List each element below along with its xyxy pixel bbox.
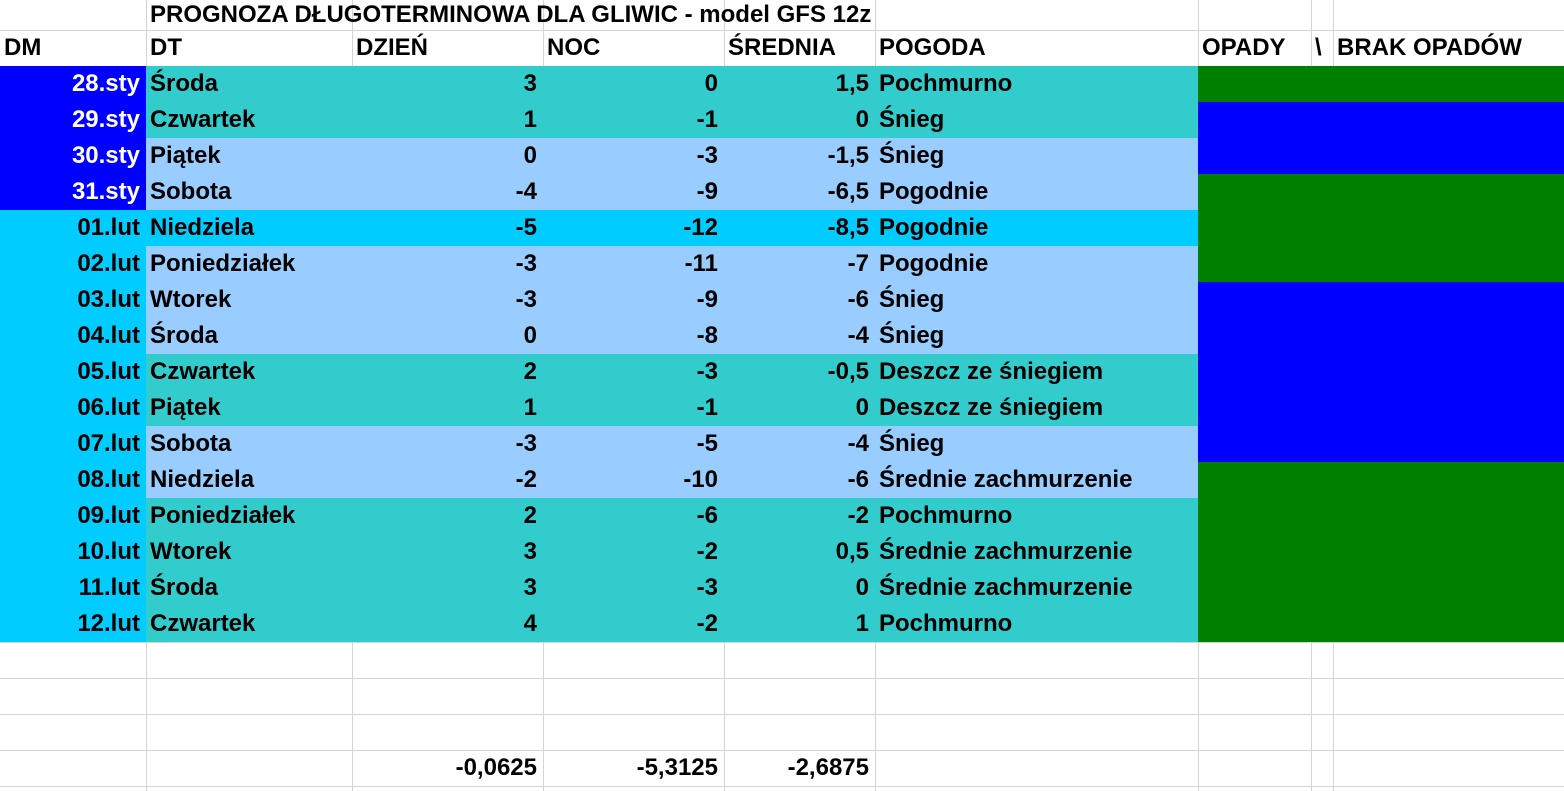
average-temp-cell[interactable]: -6 [847, 466, 869, 493]
date-cell[interactable]: 11.lut [78, 574, 140, 601]
day-temp-cell[interactable]: -3 [515, 250, 537, 277]
average-temp-cell[interactable]: -6,5 [827, 178, 869, 205]
night-temp-cell[interactable]: -5 [696, 430, 718, 457]
header-dzien: DZIEŃ [356, 34, 428, 61]
precip-indicator-fill [1198, 390, 1564, 426]
precip-indicator-fill [1198, 354, 1564, 390]
average-temp-cell[interactable]: 0 [855, 106, 869, 133]
night-temp-cell[interactable]: -9 [696, 178, 718, 205]
date-cell[interactable]: 05.lut [77, 358, 140, 385]
header-dt: DT [150, 34, 182, 61]
weather-cell[interactable]: Średnie zachmurzenie [879, 538, 1133, 565]
weather-cell[interactable]: Deszcz ze śniegiem [879, 358, 1104, 385]
day-name-cell[interactable]: Sobota [150, 430, 232, 457]
night-temp-cell[interactable]: -1 [696, 106, 718, 133]
average-temp-cell[interactable]: -4 [847, 322, 869, 349]
no-precip-indicator-fill [1198, 462, 1564, 498]
average-temp-cell[interactable]: 0 [855, 574, 869, 601]
day-name-cell[interactable]: Środa [150, 574, 219, 601]
day-name-cell[interactable]: Środa [150, 322, 219, 349]
gridline-horizontal [0, 642, 1564, 643]
weather-cell[interactable]: Śnieg [879, 430, 945, 457]
day-name-cell[interactable]: Czwartek [150, 358, 256, 385]
night-temp-cell[interactable]: -6 [696, 502, 718, 529]
day-name-cell[interactable]: Wtorek [150, 538, 232, 565]
gridline-horizontal [0, 678, 1564, 679]
date-cell[interactable]: 01.lut [77, 214, 140, 241]
average-temp-cell[interactable]: -7 [847, 250, 869, 277]
day-name-cell[interactable]: Niedziela [150, 214, 255, 241]
night-temp-cell[interactable]: -2 [696, 610, 718, 637]
weather-cell[interactable]: Deszcz ze śniegiem [879, 394, 1104, 421]
average-temp-cell[interactable]: -1,5 [827, 142, 869, 169]
day-name-cell[interactable]: Czwartek [150, 610, 256, 637]
weather-cell[interactable]: Średnie zachmurzenie [879, 466, 1133, 493]
weather-cell[interactable]: Pogodnie [879, 178, 989, 205]
average-temp-cell[interactable]: -4 [847, 430, 869, 457]
weather-cell[interactable]: Średnie zachmurzenie [879, 574, 1133, 601]
header-separator: \ [1315, 34, 1322, 61]
average-temp-cell[interactable]: -8,5 [827, 214, 869, 241]
weather-cell[interactable]: Pochmurno [879, 70, 1013, 97]
total-day-temp[interactable]: -0,0625 [455, 754, 537, 781]
no-precip-indicator-fill [1198, 246, 1564, 282]
no-precip-indicator-fill [1198, 174, 1564, 210]
day-temp-cell[interactable]: -3 [515, 430, 537, 457]
average-temp-cell[interactable]: 0 [855, 394, 869, 421]
day-temp-cell[interactable]: 4 [523, 610, 537, 637]
total-average-temp[interactable]: -2,6875 [787, 754, 869, 781]
night-temp-cell[interactable]: -3 [696, 358, 718, 385]
night-temp-cell[interactable]: -3 [696, 574, 718, 601]
day-temp-cell[interactable]: -4 [515, 178, 537, 205]
night-temp-cell[interactable]: -12 [683, 214, 718, 241]
header-pogoda: POGODA [879, 34, 986, 61]
no-precip-indicator-fill [1198, 606, 1564, 642]
date-cell[interactable]: 04.lut [77, 322, 140, 349]
day-temp-cell[interactable]: -5 [515, 214, 537, 241]
header-opady: OPADY [1202, 34, 1286, 61]
weather-cell[interactable]: Pochmurno [879, 502, 1013, 529]
average-temp-cell[interactable]: -0,5 [827, 358, 869, 385]
day-temp-cell[interactable]: 1 [523, 394, 537, 421]
date-cell[interactable]: 08.lut [77, 466, 140, 493]
day-name-cell[interactable]: Czwartek [150, 106, 256, 133]
no-precip-indicator-fill [1198, 534, 1564, 570]
day-temp-cell[interactable]: 1 [523, 106, 537, 133]
average-temp-cell[interactable]: -2 [847, 502, 869, 529]
night-temp-cell[interactable]: -3 [696, 142, 718, 169]
total-night-temp[interactable]: -5,3125 [636, 754, 718, 781]
precip-indicator-fill [1198, 426, 1564, 462]
night-temp-cell[interactable]: 0 [704, 70, 718, 97]
weather-cell[interactable]: Śnieg [879, 106, 945, 133]
header-noc: NOC [547, 34, 601, 61]
day-name-cell[interactable]: Poniedziałek [150, 250, 296, 277]
precip-indicator-fill [1198, 102, 1564, 138]
day-name-cell[interactable]: Niedziela [150, 466, 255, 493]
gridline-horizontal [0, 714, 1564, 715]
night-temp-cell[interactable]: -9 [696, 286, 718, 313]
date-cell[interactable]: 28.sty [71, 70, 140, 97]
day-temp-cell[interactable]: 3 [523, 574, 537, 601]
average-temp-cell[interactable]: 1,5 [835, 70, 869, 97]
average-temp-cell[interactable]: 1 [855, 610, 869, 637]
day-name-cell[interactable]: Poniedziałek [150, 502, 296, 529]
date-cell[interactable]: 06.lut [77, 394, 140, 421]
day-name-cell[interactable]: Środa [150, 70, 219, 97]
day-temp-cell[interactable]: 2 [523, 502, 537, 529]
weather-cell[interactable]: Śnieg [879, 286, 945, 313]
gridline-horizontal [0, 786, 1564, 787]
average-temp-cell[interactable]: 0,5 [835, 538, 869, 565]
night-temp-cell[interactable]: -2 [696, 538, 718, 565]
date-cell[interactable]: 03.lut [77, 286, 140, 313]
weather-cell[interactable]: Pochmurno [879, 610, 1013, 637]
header-brak-opadow: BRAK OPADÓW [1337, 34, 1522, 61]
date-cell[interactable]: 12.lut [77, 610, 140, 637]
day-temp-cell[interactable]: 2 [523, 358, 537, 385]
no-precip-indicator-fill [1198, 210, 1564, 246]
date-cell[interactable]: 10.lut [77, 538, 140, 565]
day-temp-cell[interactable]: 3 [523, 70, 537, 97]
header-srednia: ŚREDNIA [728, 34, 837, 61]
date-cell[interactable]: 09.lut [77, 502, 140, 529]
precip-indicator-fill [1198, 138, 1564, 174]
day-temp-cell[interactable]: 0 [523, 142, 537, 169]
day-name-cell[interactable]: Sobota [150, 178, 232, 205]
weather-cell[interactable]: Śnieg [879, 142, 945, 169]
weather-cell[interactable]: Śnieg [879, 322, 945, 349]
day-temp-cell[interactable]: 0 [523, 322, 537, 349]
day-name-cell[interactable]: Wtorek [150, 286, 232, 313]
day-temp-cell[interactable]: 3 [523, 538, 537, 565]
date-cell[interactable]: 29.sty [71, 106, 140, 133]
header-dm: DM [4, 34, 42, 61]
night-temp-cell[interactable]: -11 [684, 250, 718, 277]
night-temp-cell[interactable]: -10 [683, 466, 718, 493]
day-temp-cell[interactable]: -2 [515, 466, 537, 493]
day-temp-cell[interactable]: -3 [515, 286, 537, 313]
weather-cell[interactable]: Pogodnie [879, 250, 989, 277]
date-cell[interactable]: 02.lut [77, 250, 140, 277]
night-temp-cell[interactable]: -1 [696, 394, 718, 421]
precip-indicator-fill [1198, 282, 1564, 318]
sheet-title: PROGNOZA DŁUGOTERMINOWA DLA GLIWIC - model GFS 12z [150, 1, 872, 28]
no-precip-indicator-fill [1198, 498, 1564, 534]
night-temp-cell[interactable]: -8 [696, 322, 718, 349]
day-name-cell[interactable]: Piątek [150, 394, 221, 421]
weather-cell[interactable]: Pogodnie [879, 214, 989, 241]
day-name-cell[interactable]: Piątek [150, 142, 221, 169]
date-cell[interactable]: 30.sty [71, 142, 140, 169]
no-precip-indicator-fill [1198, 66, 1564, 102]
date-cell[interactable]: 31.sty [71, 178, 140, 205]
date-cell[interactable]: 07.lut [77, 430, 140, 457]
average-temp-cell[interactable]: -6 [847, 286, 869, 313]
no-precip-indicator-fill [1198, 570, 1564, 606]
precip-indicator-fill [1198, 318, 1564, 354]
